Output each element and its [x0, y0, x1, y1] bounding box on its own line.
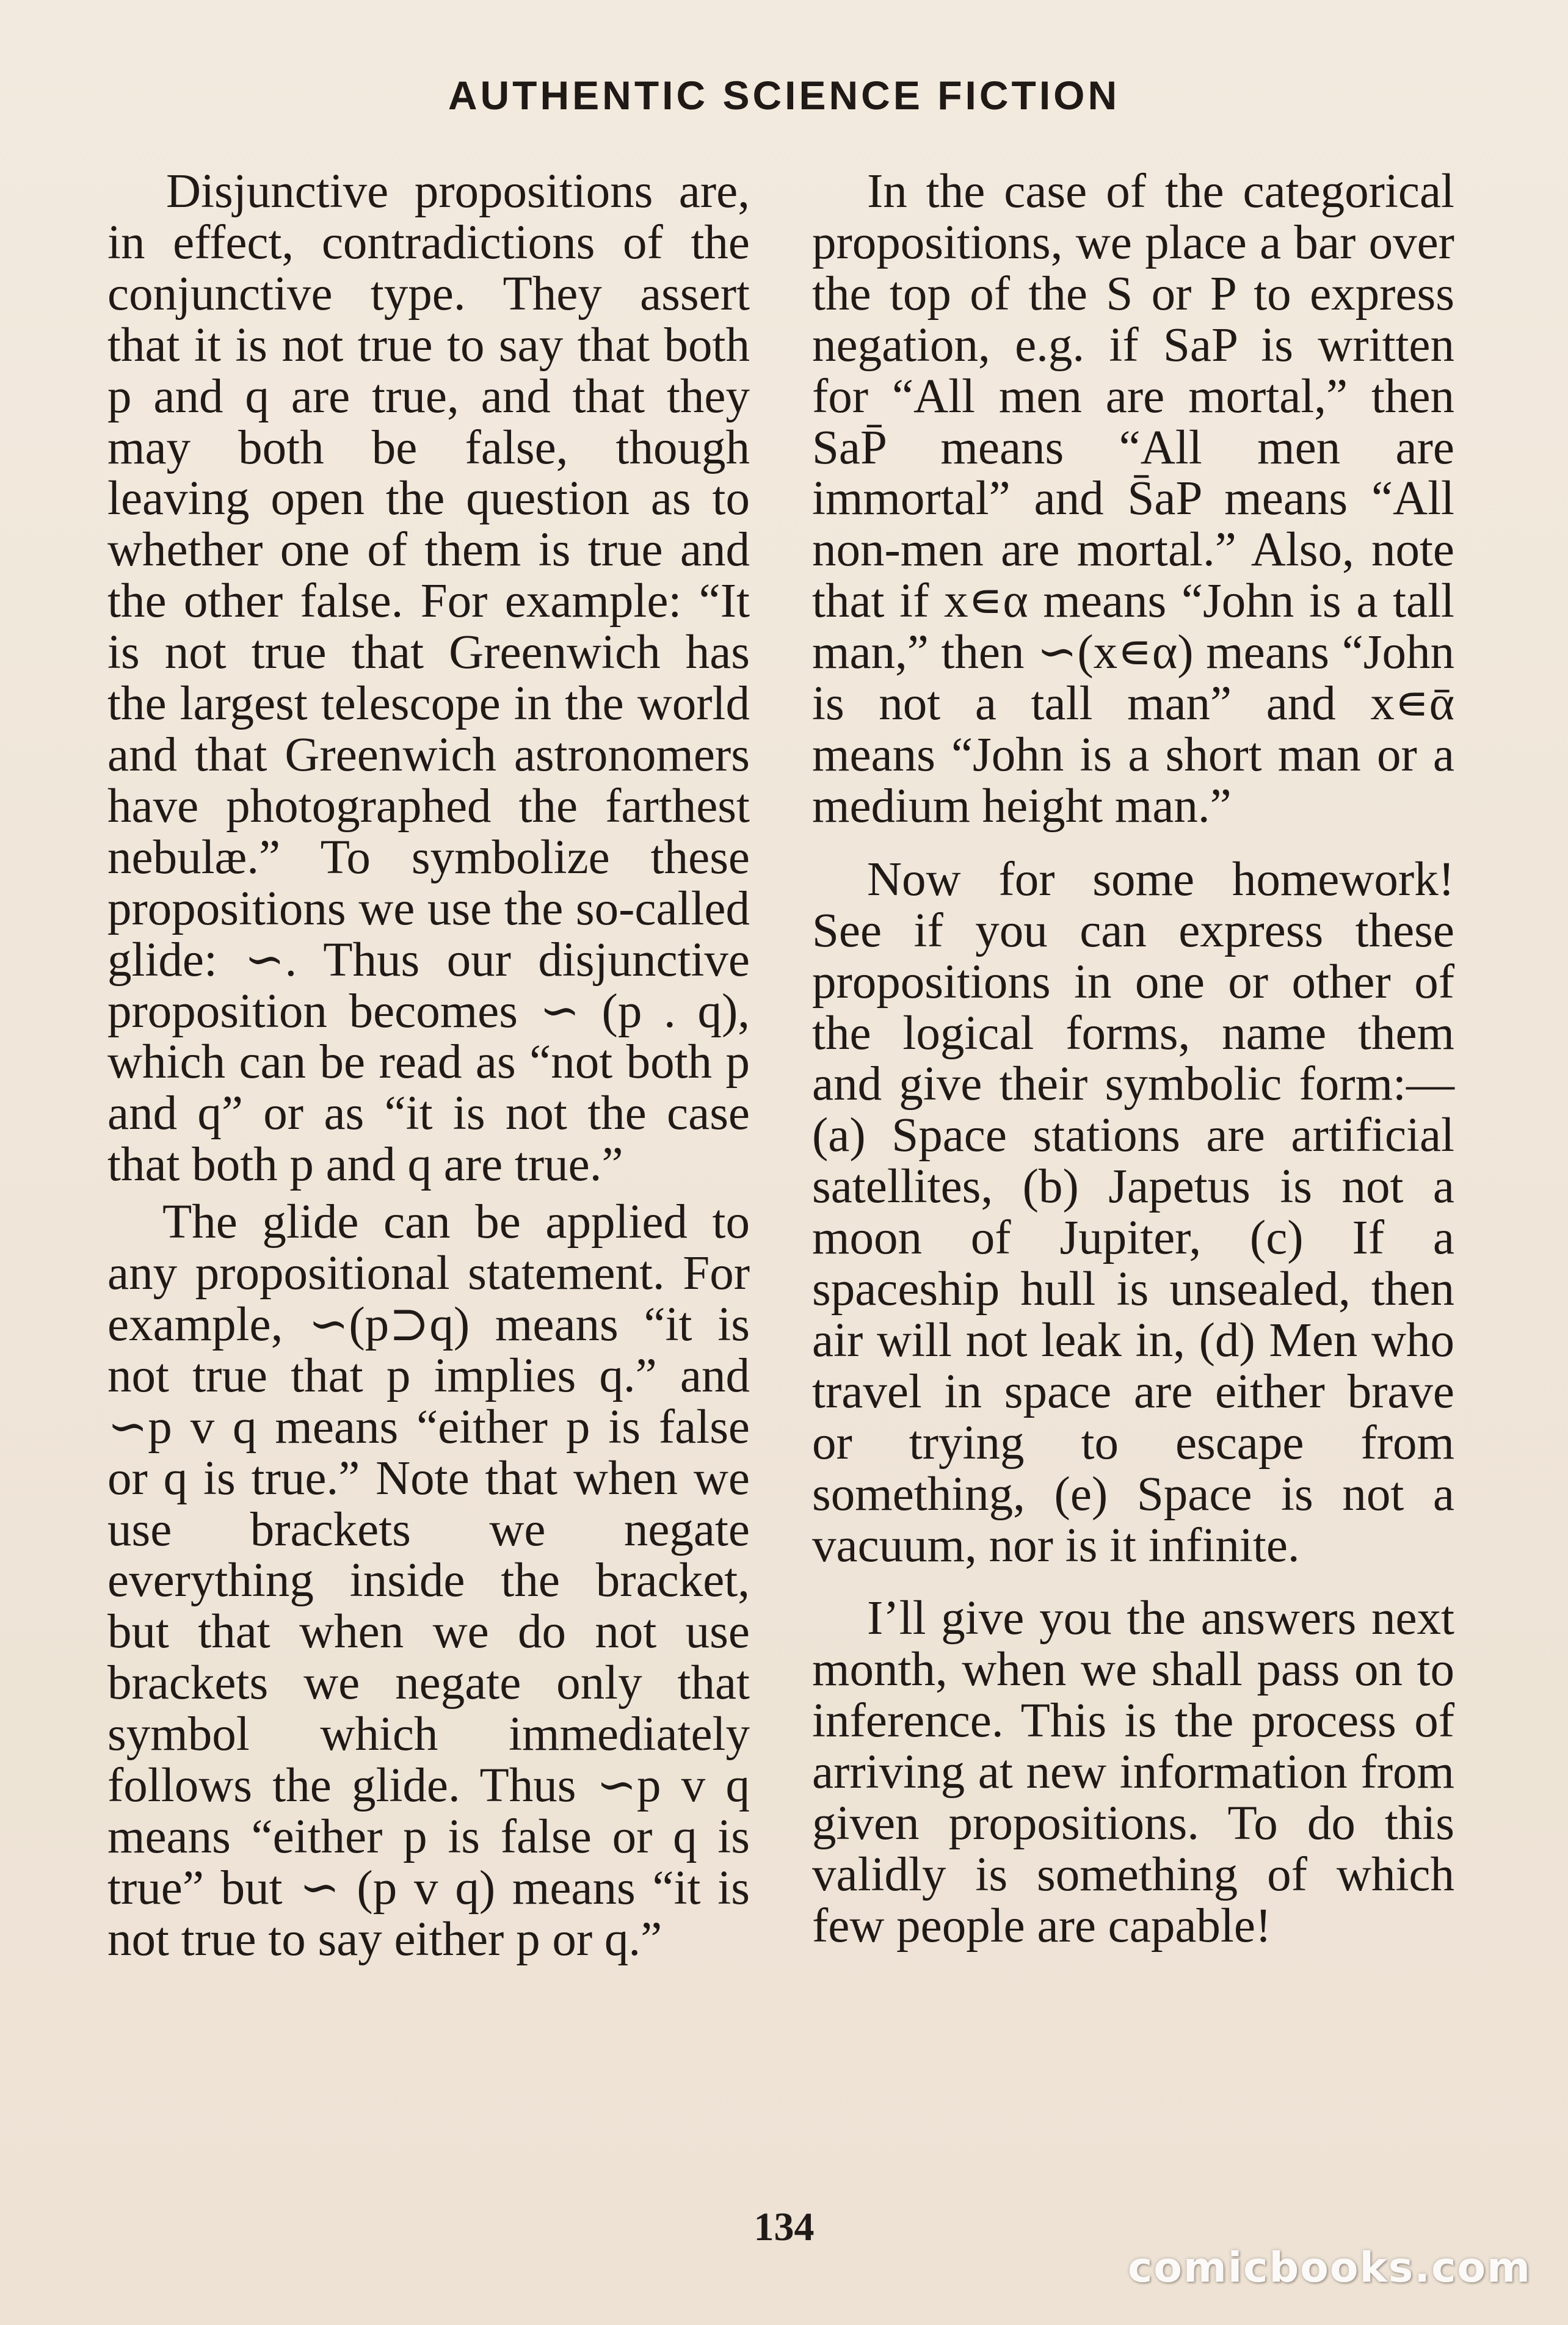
right-column — [812, 166, 1454, 1952]
site-watermark: comicbooks.com — [1127, 2244, 1531, 2292]
running-header: AUTHENTIC SCIENCE FICTION — [448, 73, 1120, 118]
page-number: 134 — [753, 2205, 815, 2249]
left-paragraph-disjunctive: Disjunctive propositions are, in effect, contradictions of the conjunctive type. They assert that it is not true to say that both p and q are true, and that they may both be false, though leaving open the question as to whether one of them is true and the other false. For example: “It is not true that Greenwich has the largest telescope in the world and that Greenwich astronomers have photographed the farthest nebulæ.” To symbolize these propositions we use the so-called glide: ∽. Thus our disjunctive proposition becomes ∽ (p . q), which can be read as “not both p and q” or as “it is not the case that both p and q are true.” — [107, 165, 750, 1192]
right-paragraph-categorical: In the case of the categorical propositions, we place a bar over the top of the S or P to express negation, e.g. if SaP is written for “All men are mortal,” then SaP̄ means “All men are immortal” and S̄aP means “All non-men are mortal.” Also, note that if x∊α means “John is a tall man,” then ∽(x∊α) means “John is not a tall man” and x∊ᾱ means “John is a short man or a medium height man.” — [812, 165, 1454, 833]
right-paragraph-answers: I’ll give you the answers next month, when we shall pass on to inference. This is the process of arriving at new information from given propositions. To do this validly is something of which few people are capable! — [812, 1592, 1454, 1953]
left-paragraph-glide: The glide can be applied to any propositional statement. For example, ∽(p⊃q) means “it is not true that p implies q.” and ∽p v q means “either p is false or q is true.” Note that when we use brackets we negate everything inside the bracket, but that when we do not use brackets we negate only that symbol which immediately follows the glide. Thus ∽p v q means “either p is false or q is true” but ∽ (p v q) means “it is not true to say either p or q.” — [107, 1195, 750, 1966]
right-paragraph-homework: Now for some homework! See if you can express these propositions in one or other of the logical forms, name them and give their symbolic form:—(a) Space stations are artificial satellites, (b) Japetus is not a moon of Jupiter, (c) If a spaceship hull is unsealed, then air will not leak in, (d) Men who travel in space are either brave or trying to escape from something, (e) Space is not a vacuum, nor is it infinite. — [812, 852, 1454, 1572]
left-column — [107, 166, 750, 1965]
